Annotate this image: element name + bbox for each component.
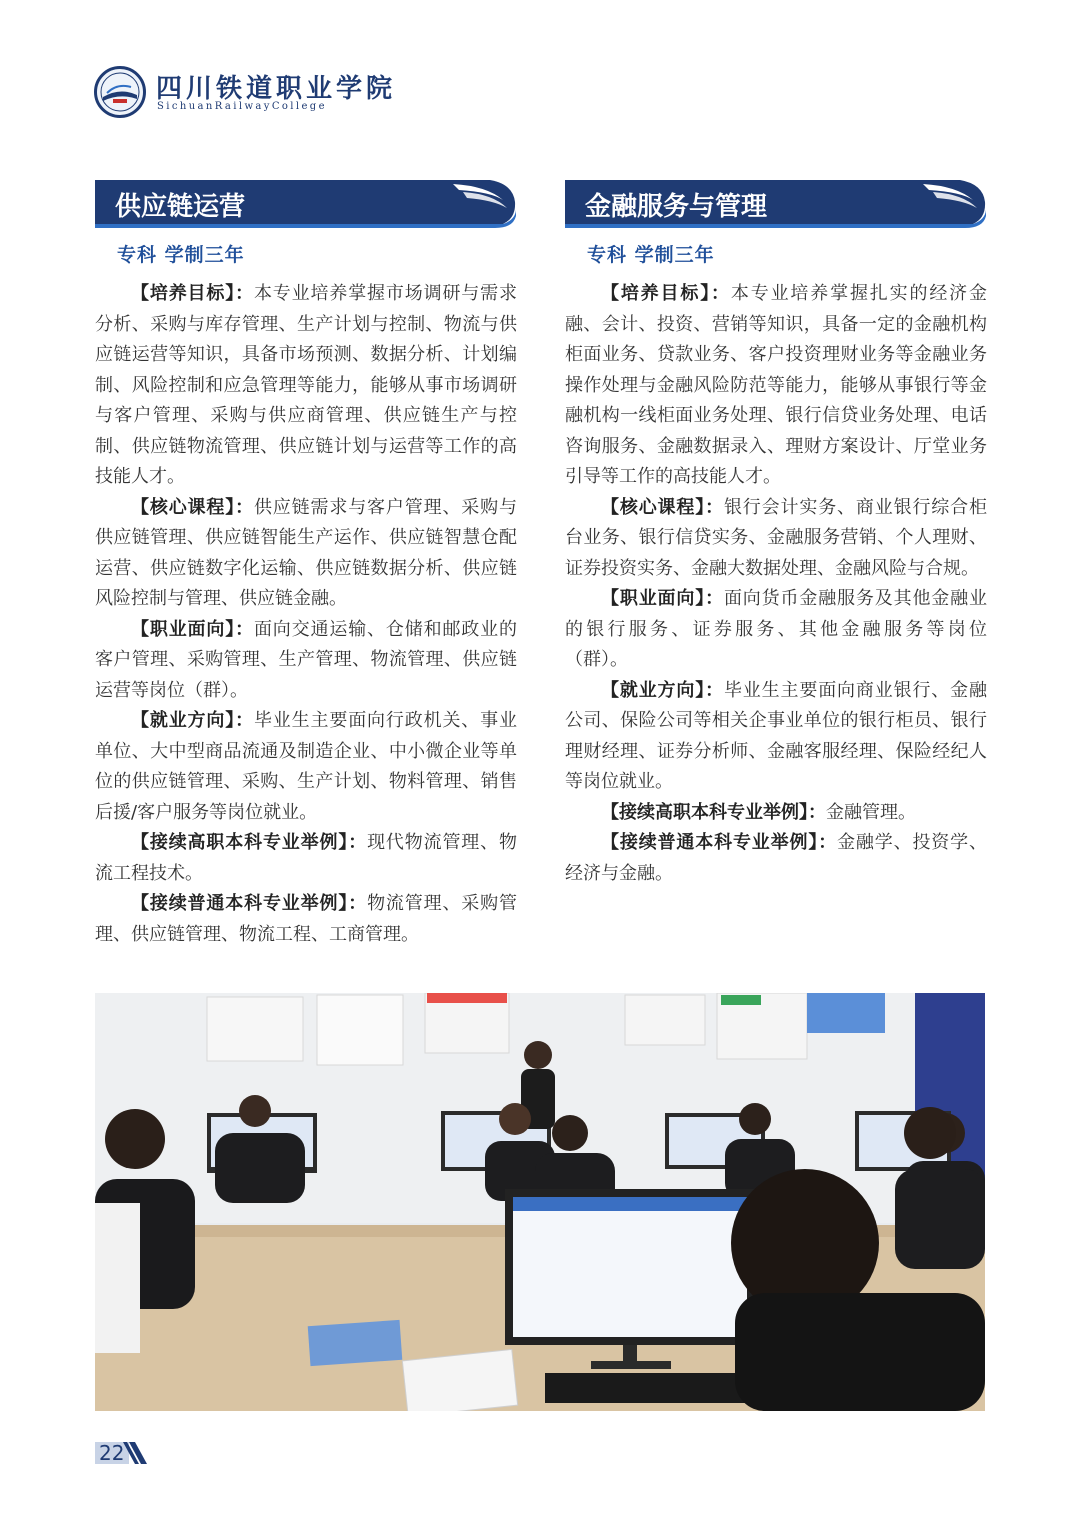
school-name-cn: 四川铁道职业学院 — [156, 74, 397, 104]
page-number-text: 22 — [99, 1441, 125, 1465]
section-vocational-bachelor: 【接续高职本科专业举例】：现代物流管理、物流工程技术。 — [95, 832, 518, 884]
college-logo-icon — [94, 66, 146, 118]
major-title: 供应链运营 — [115, 192, 246, 222]
college-header — [94, 66, 397, 122]
section-regular-bachelor: 【接续普通本科专业举例】：物流管理、采购管理、供应链管理、物流工程、工商管理。 — [95, 893, 518, 945]
major-finance — [565, 180, 987, 889]
section-vocational-bachelor: 【接续高职本科专业举例】：金融管理。 — [601, 801, 916, 823]
classroom-photo — [95, 993, 985, 1411]
section-employment: 【就业方向】：毕业生主要面向行政机关、事业单位、大中型商品流通及制造企业、中小微企业等单位的供应链管理、采购、生产计划、物料管理、销售后援/客户服务等岗位就业。 — [95, 710, 518, 823]
school-name-en: SichuanRailwayCollege — [157, 101, 327, 112]
section-banner — [95, 180, 517, 228]
section-employment: 【就业方向】：毕业生主要面向商业银行、金融公司、保险公司等相关企事业单位的银行柜员、银行理财经理、证券分析师、金融客服经理、保险经纪人等岗位就业。 — [565, 679, 988, 792]
major-duration: 专科 学制三年 — [117, 244, 245, 266]
section-core-courses: 【核心课程】：银行会计实务、商业银行综合柜台业务、银行信贷实务、金融服务营销、个人理财、证券投资实务、金融大数据处理、金融风险与合规。 — [565, 496, 988, 579]
major-title: 金融服务与管理 — [585, 192, 768, 222]
section-core-courses: 【核心课程】：供应链需求与客户管理、采购与供应链管理、供应链智能生产运作、供应链智慧仓配运营、供应链数字化运输、供应链数据分析、供应链风险控制与管理、供应链金融。 — [95, 496, 518, 609]
section-regular-bachelor: 【接续普通本科专业举例】：金融学、投资学、经济与金融。 — [565, 832, 988, 884]
section-career-orientation: 【职业面向】：面向交通运输、仓储和邮政业的客户管理、采购管理、生产管理、物流管理、供应链运营等岗位（群）。 — [95, 618, 518, 701]
major-duration: 专科 学制三年 — [587, 244, 715, 266]
section-career-orientation: 【职业面向】：面向货币金融服务及其他金融业的银行服务、证券服务、其他金融服务等岗位（群）。 — [565, 588, 988, 670]
section-training-goal: 【培养目标】：本专业培养掌握扎实的经济金融、会计、投资、营销等知识，具备一定的金融机构柜面业务、贷款业务、客户投资理财业务等金融业务操作处理与金融风险防范等能力，能够从事银行等金融机构一线柜面业务处理、银行信贷业务处理、电话咨询服务、金融数据录入、理财方案设计、厅堂业务引导等工作的高技能人才。 — [565, 283, 988, 487]
section-training-goal: 【培养目标】：本专业培养掌握市场调研与需求分析、采购与库存管理、生产计划与控制、物流与供应链运营等知识，具备市场预测、数据分析、计划编制、风险控制和应急管理等能力，能够从事市场调研与客户管理、采购与供应商管理、供应链生产与控制、供应链物流管理、供应链计划与运营等工作的高技能人才。 — [95, 283, 518, 487]
page-number — [95, 1440, 147, 1466]
major-supply-chain — [95, 180, 517, 950]
section-banner — [565, 180, 987, 228]
